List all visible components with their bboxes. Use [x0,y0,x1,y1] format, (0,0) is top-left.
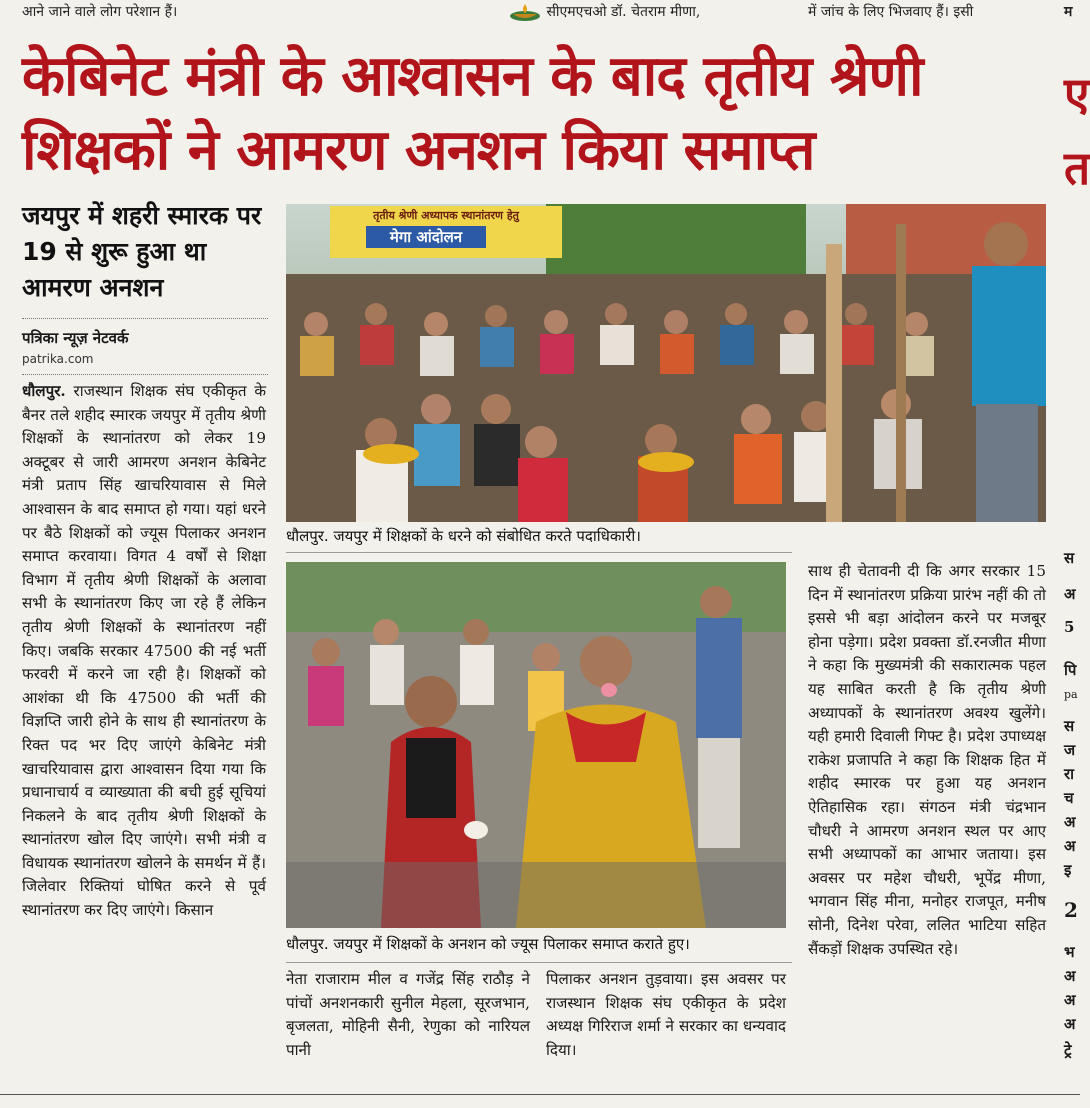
edge-letter: 5 [1064,618,1075,636]
photo-juice-ceremony [286,562,786,928]
edge-letter: रा [1064,765,1075,783]
edge-letter: अ [1064,585,1076,603]
top-strip [0,0,1080,26]
edge-letter: इ [1064,861,1072,879]
adjacent-article-edge [1062,40,1090,1108]
photo-caption-2: धौलपुर. जयपुर में शिक्षकों के अनशन को ज्यूस पिलाकर समाप्त कराते हुए। [286,935,690,953]
headline: केबिनेट मंत्री के आश्वासन के बाद तृतीय श्रेणी शिक्षकों ने आमरण अनशन किया समाप्त [22,44,923,183]
edge-letter: 2 [1064,898,1078,922]
edge-letter: pa [1064,688,1078,701]
top-strip-middle-text: सीएमएचओ डॉ. चेतराम मीणा, [546,4,701,20]
bottom-rule [0,1094,1080,1095]
top-strip-left-text: आने जाने वाले लोग परेशान हैं। [22,4,178,20]
photo-caption-1: धौलपुर. जयपुर में शिक्षकों के धरने को संबोधित करते पदाधिकारी। [286,527,641,545]
edge-letter: अ [1064,837,1076,855]
top-strip-middle [508,2,700,22]
edge-letter: पि [1064,661,1077,679]
dateline: धौलपुर. [22,382,66,400]
caption-rule [286,552,792,553]
article-column-3: पिलाकर अनशन तुड़वाया। इस अवसर पर राजस्थान शिक्षक संघ एकीकृत के प्रदेश अध्यक्ष गिरिराज शर्मा ने सरकार का धन्यवाद दिया। [546,970,786,1059]
diya-icon [508,2,542,22]
edge-letter: स [1064,717,1075,735]
crowd-illustration [286,204,1046,522]
subheadline: जयपुर में शहरी स्मारक पर 19 से शुरू हुआ था आमरण अनशन [22,201,262,302]
banner-top-text: तृतीय श्रेणी अध्यापक स्थानांतरण हेतु [373,209,519,222]
edge-letter: अ [1064,813,1076,831]
photo-protest-crowd [286,204,1046,522]
edge-letter: ज [1064,741,1076,759]
edge-letter: अ [1064,991,1076,1009]
edge-head-1: ए [1064,67,1090,121]
edge-letter: स [1064,549,1075,567]
top-strip-edge-text: म [1064,4,1073,20]
caption-rule [286,962,792,963]
banner-text: मेगा आंदोलन [389,228,463,246]
edge-letter: भ [1064,943,1075,961]
edge-letter: अ [1064,1015,1076,1033]
top-strip-right-text: में जांच के लिए भिजवाए हैं। इसी [808,4,974,20]
edge-letter: च [1064,789,1074,807]
article-column-1 [22,380,266,1060]
byline: पत्रिका न्यूज़ नेटवर्क [22,329,129,347]
article-column-2: नेता राजाराम मील व गजेंद्र सिंह राठौड़ ने पांचों अनशनकारी सुनील मेहला, सूरजभान, बृजलता, मोहिनी सैनी, रेणुका को नारियल पानी [286,970,530,1059]
site-name: patrika.com [22,352,94,366]
edge-head-2: त [1064,141,1090,195]
article-text-1: राजस्थान शिक्षक संघ एकीकृत के बैनर तले शहीद स्मारक जयपुर में तृतीय श्रेणी शिक्षकों के स्थानांतरण को लेकर 19 अक्टूबर से जारी आमरण अनशन केबिनेट मंत्री प्रताप सिंह खाचरियावास से मिले आश्वासन के बाद समाप्त हो गया। यहां धरने पर बैठे शिक्षकों को ज्यूस पिलाकर अनशन समाप्त करवाया। विगत 4 वर्षों से शिक्षा विभाग में तृतीय श्रेणी शिक्षकों के अलावा सभी के स्थानांतरण किए जा रहे हैं लेकिन तृतीय श्रेणी शिक्षकों के स्थानांतरण नहीं किए। जबकि सरकार 47500 की नई भर्ती फरवरी में करने जा रही है। शिक्षकों को आशंका थी कि 47500 की भर्ती की विज्ञप्ति जारी होने के साथ ही स्थानांतरण के रिक्त पद भर दिए जाएंगे केबिनेट मंत्री खाचरियावास द्वारा आश्वासन दिया गया कि प्रधानाचार्य व व्याख्याता की बची हुई सूचियां निकलने के बाद तृतीय श्रेणी शिक्षकों के स्थानांतरण खोल दिए जाएंगे। सभी मंत्री व विधायक स्थानांतरण खोलने के समर्थन में हैं। जिलेवार रिक्तियां घोषित करने से पूर्व स्थानांतरण कर दिए जाएंगे। किसान [22,382,267,920]
ceremony-illustration [286,562,786,928]
divider [22,318,268,319]
edge-letter: ट्रे [1064,1041,1072,1059]
edge-letter: अ [1064,967,1076,985]
article-column-4: साथ ही चेतावनी दी कि अगर सरकार 15 दिन में स्थानांतरण प्रक्रिया प्रारंभ नहीं की तो इससे भी बड़ा आंदोलन करने पर मजबूर होना पड़ेगा। प्रदेश प्रवक्ता डॉ.रनजीत मीणा ने कहा कि मुख्यमंत्री की सकारात्मक पहल यह साबित करती है कि तृतीय श्रेणी अध्यापकों के स्थानांतरण अवश्य खुलेंगे। यही हमारी दिवाली गिफ्ट है। प्रदेश उपाध्यक्ष राकेश प्रजापति ने कहा कि शिक्षक हित में शहीद स्मारक पर हुआ यह अनशन ऐतिहासिक रहा। संगठन मंत्री चंद्रभान चौधरी ने आमरण अनशन स्थल पर आए सभी अध्यापकों का आभार जताया। इस अवसर पर महेश चौधरी, भूपेंद्र मीणा, भगवान सिंह मीना, मनोहर राजपूत, मनीष सोनी, दिनेश परेवा, ललित भाटिया सहित सैंकड़ों शिक्षक उपस्थित रहे। [808,562,1046,958]
divider [22,374,268,375]
